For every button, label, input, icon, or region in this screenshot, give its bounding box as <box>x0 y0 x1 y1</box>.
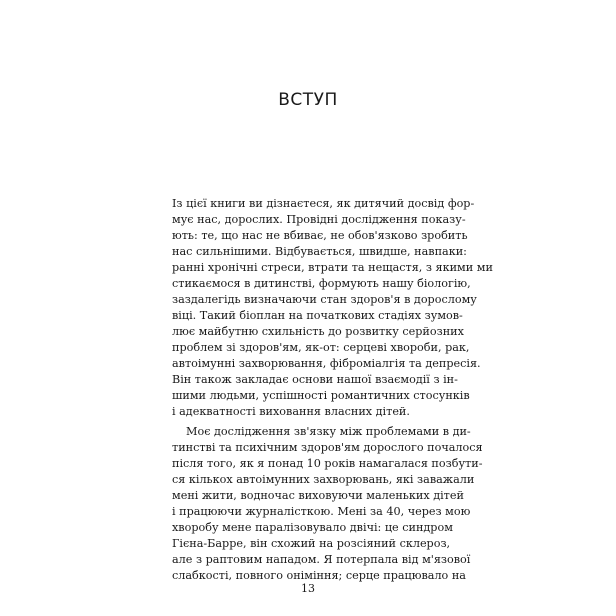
text-line: і працюючи журналісткою. Мені за 40, через мою <box>172 505 471 518</box>
text-line: проблем зі здоров'ям, як-от: серцеві хвороби, рак, <box>172 341 470 354</box>
body-text <box>172 196 493 584</box>
text-line: але з раптовим нападом. Я потерпала від м'язової <box>172 553 471 566</box>
text-line: хворобу мене паралізовувало двічі: це синдром <box>172 521 453 534</box>
paragraph-1 <box>172 196 493 420</box>
text-line: після того, як я понад 10 років намагалася позбути- <box>172 457 483 470</box>
paragraph-2 <box>172 424 483 584</box>
text-line: Гієна-Барре, він схожий на розсіяний склероз, <box>172 537 451 550</box>
text-line: тинстві та психічним здоров'ям дорослого почалося <box>172 441 483 454</box>
text-line: Він також закладає основи нашої взаємодії з ін- <box>172 373 458 386</box>
text-line: мує нас, дорослих. Провідні дослідження показу- <box>172 213 466 226</box>
text-line: і адекватності виховання власних дітей. <box>172 405 410 418</box>
text-line: шими людьми, успішності романтичних стосунків <box>172 389 470 402</box>
text-line: мені жити, водночас виховуючи маленьких дітей <box>172 489 464 502</box>
page-number: 13 <box>301 582 315 595</box>
text-line: заздалегідь визначаючи стан здоров'я в дорослому <box>172 293 477 306</box>
text-line: лює майбутню схильність до розвитку серйозних <box>172 325 464 338</box>
text-line: стикаємося в дитинстві, формують нашу біологію, <box>172 277 471 290</box>
text-line: слабкості, повного оніміння; серце працювало на <box>172 569 466 582</box>
text-line: ся кількох автоімунних захворювань, які заважали <box>172 473 475 486</box>
text-line: ранні хронічні стреси, втрати та нещастя, з якими ми <box>172 261 493 274</box>
text-line: Моє дослідження зв'язку між проблемами в ди- <box>186 425 471 438</box>
text-line: нас сильнішими. Відбувається, швидше, навпаки: <box>172 245 467 258</box>
text-line: автоімунні захворювання, фіброміалгія та депресія. <box>172 357 481 370</box>
chapter-title: ВСТУП <box>278 90 338 110</box>
text-line: ють: те, що нас не вбиває, не обов'язково зробить <box>172 229 468 242</box>
text-line: віці. Такий біоплан на початкових стадіях зумов- <box>172 309 463 322</box>
text-line: Із цієї книги ви дізнаєтеся, як дитячий досвід фор- <box>172 197 475 210</box>
